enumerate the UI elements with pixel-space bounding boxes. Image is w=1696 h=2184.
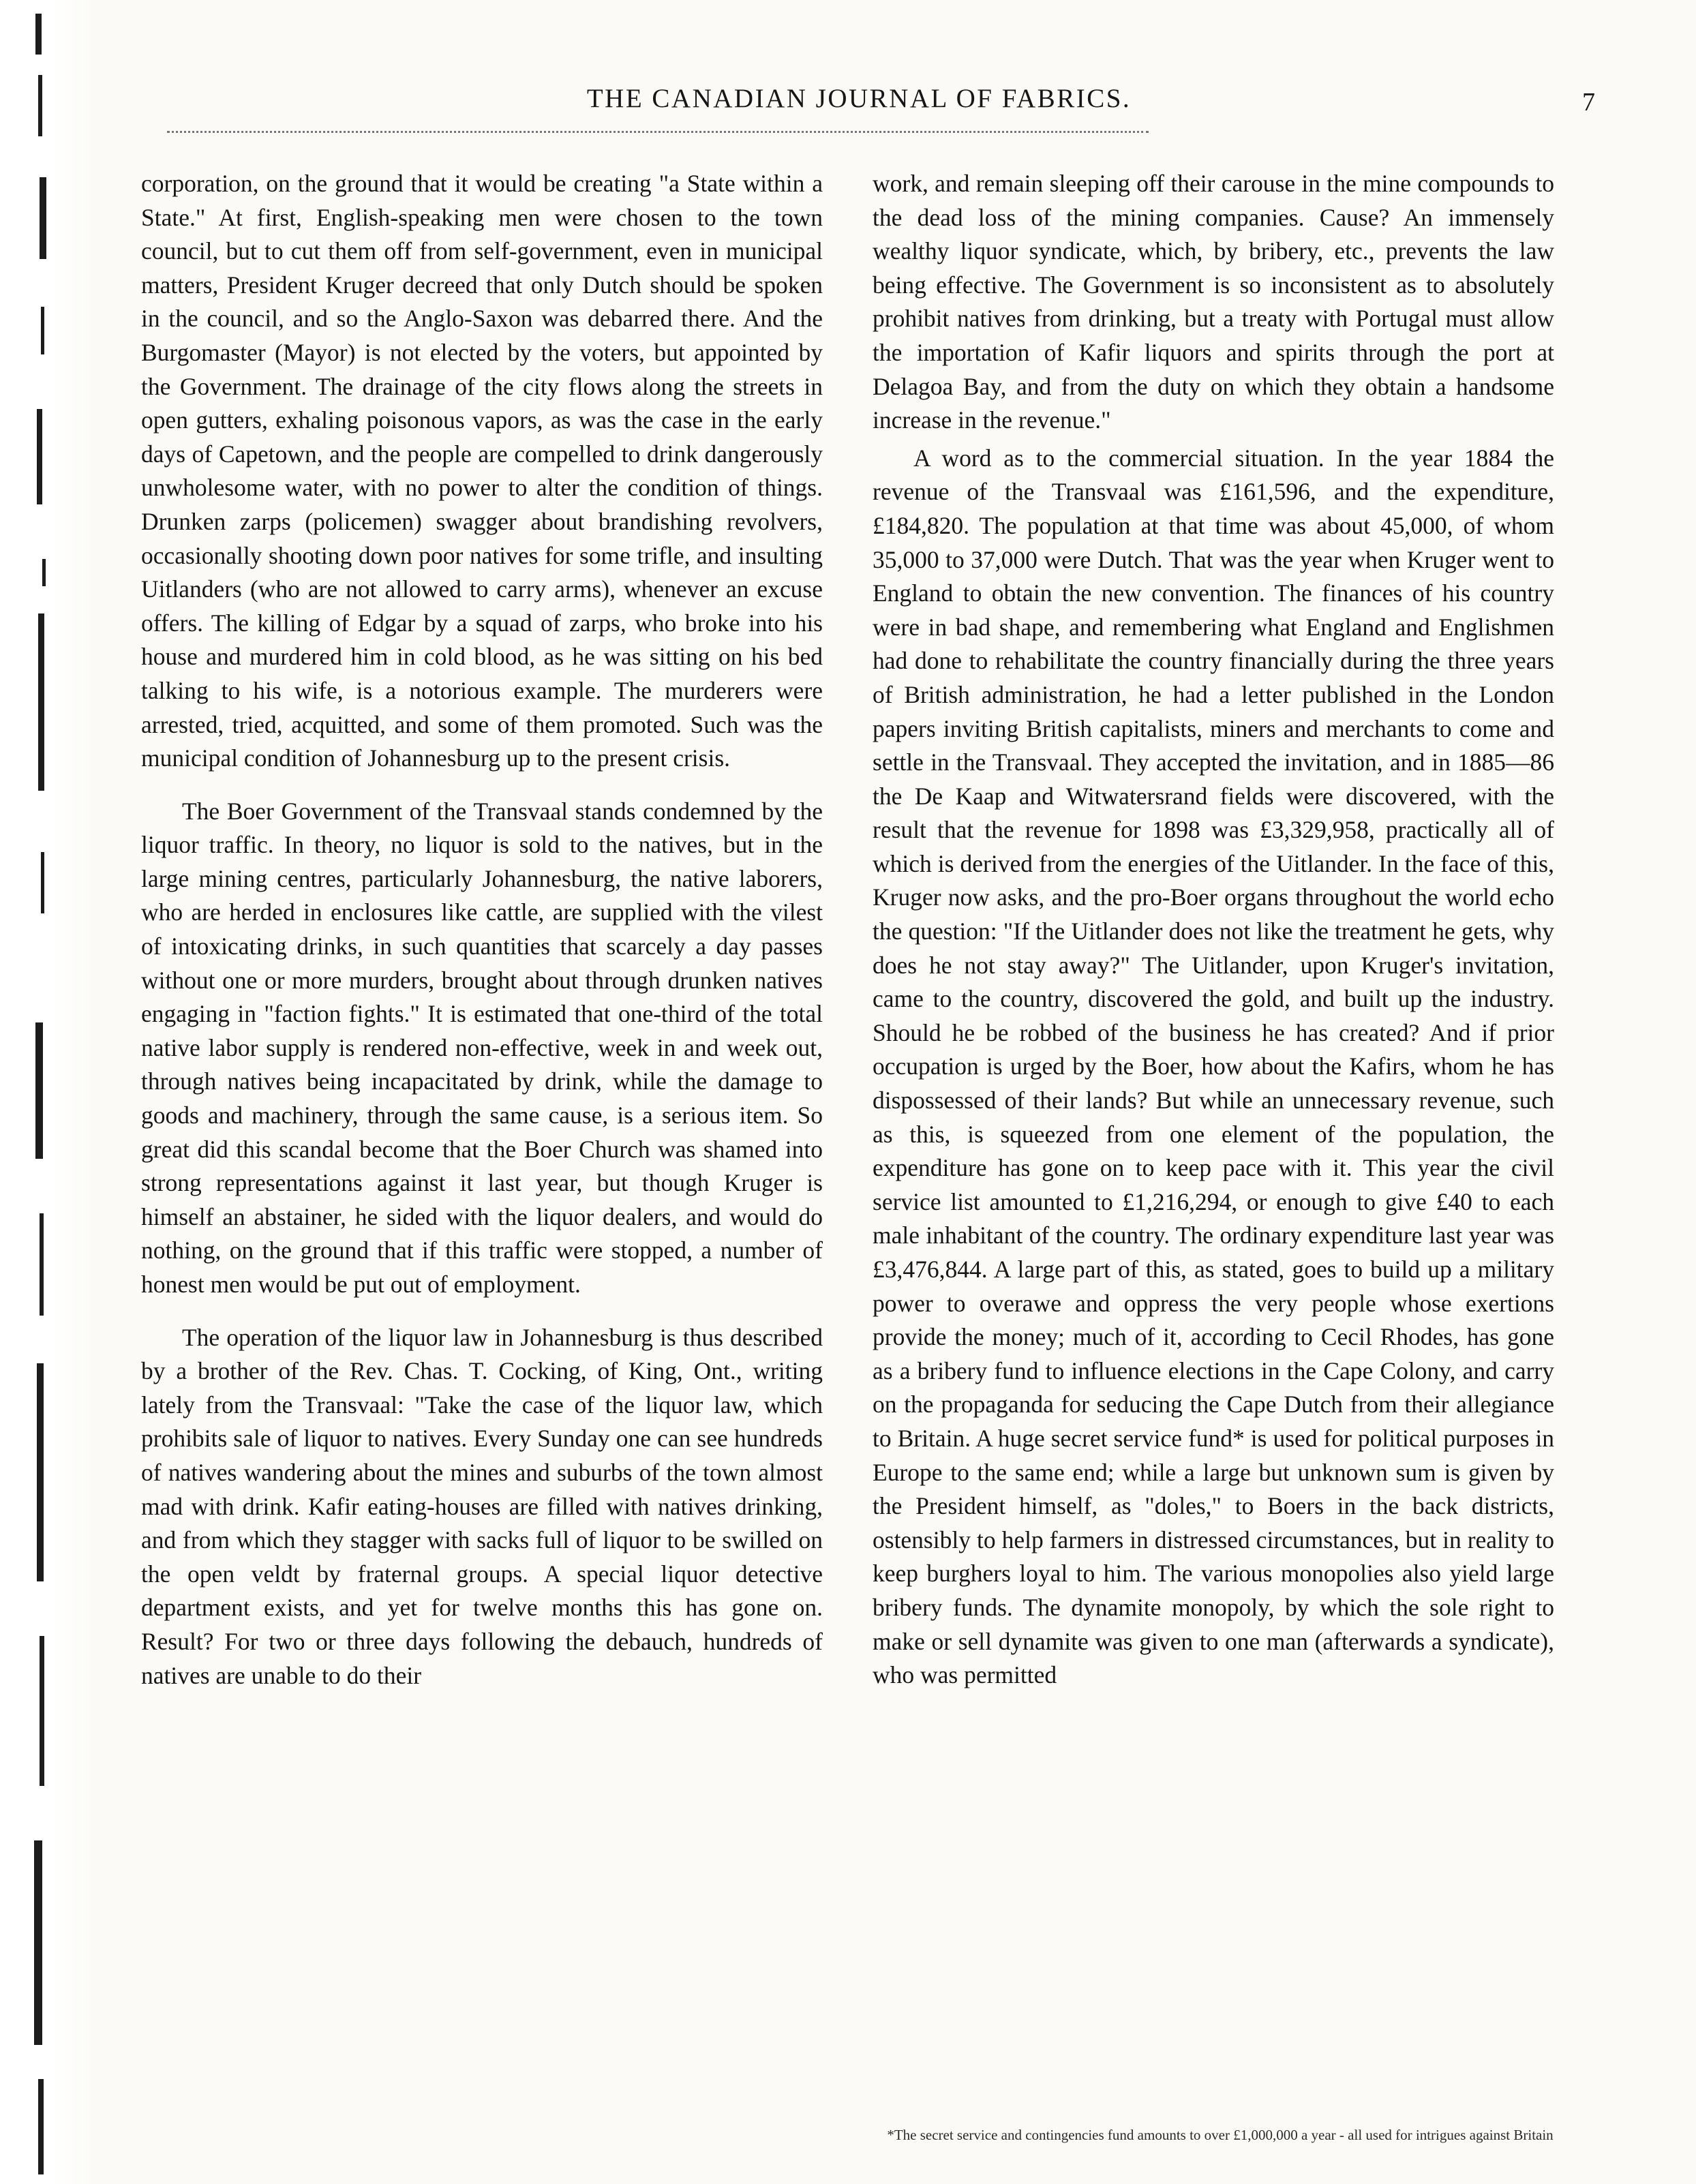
running-head <box>123 41 1595 117</box>
right-column <box>873 167 1554 1693</box>
left-paragraph-1: corporation, on the ground that it would be creating "a State within a State." At first, English-speaking men were chosen to the town council, but to cut them off from self-government, even in municipal matters, President Kruger decreed that only Dutch should be spoken in the council, and so the Anglo-Saxon was debarred there. And the Burgomaster (Mayor) is not elected by the voters, but appointed by the Government. The drainage of the city flows along the streets in open gutters, exhaling poisonous vapors, as was the case in the early days of Capetown, and the people are compelled to drink dangerously unwholesome water, with no power to alter the condition of things. Drunken zarps (policemen) swagger about brandishing revolvers, occasionally shooting down poor natives for some trifle, and insulting Uitlanders (who are not allowed to carry arms), whenever an excuse offers. The killing of Edgar by a squad of zarps, who broke into his house and murdered him in cold blood, as he was sitting on his bed talking to his wife, is a notorious example. The murderers were arrested, tried, acquitted, and some of them promoted. Such was the municipal condition of Johannesburg up to the present crisis. <box>141 170 823 772</box>
left-paragraph-2: The Boer Government of the Transvaal stands condemned by the liquor traffic. In theory, no liquor is sold to the natives, but in the large mining centres, particularly Johannesburg, the native laborers, who are herded in enclosures like cattle, are supplied with the vilest of intoxicating drinks, in such quantities that scarcely a day passes without one or more murders, brought about through drunken natives engaging in "faction fights." It is estimated that one-third of the total native labor supply is rendered non-effective, week in and week out, through natives being incapacitated by drink, while the damage to goods and machinery, through the same cause, is a serious item. So great did this scandal become that the Boer Church was shamed into strong representations against it last year, but though Kruger is himself an abstainer, he sided with the liquor dealers, and would do nothing, on the ground that if this traffic were stopped, a number of honest men would be put out of employment. <box>141 797 823 1298</box>
left-column <box>141 167 823 1693</box>
left-paragraph-3: The operation of the liquor law in Johannesburg is thus described by a brother of the Rev. Chas. T. Cocking, of King, Ont., writing lately from the Transvaal: "Take the case of the liquor law, which prohibits sale of liquor to natives. Every Sunday one can see hundreds of natives wandering about the mines and suburbs of the town almost mad with drink. Kafir eating-houses are filled with natives drinking, and from which they stagger with sacks full of liquor to be swilled on the open veldt by fraternal groups. A special liquor detective department exists, and yet for twelve months this has gone on. Result? For two or three days following the debauch, hundreds of natives are unable to do their <box>141 1323 823 1689</box>
footnote: *The secret service and contingencies fund amounts to over £1,000,000 a year - all used for intrigues against Britain <box>887 2127 1554 2143</box>
header-rule <box>167 131 1149 133</box>
page-number: 7 <box>1582 88 1595 117</box>
right-paragraph-1: work, and remain sleeping off their carouse in the mine compounds to the dead loss of the mining companies. Cause? An immensely wealthy liquor syndicate, which, by bribery, etc., prevents the law being effective. The Government is so inconsistent as to absolutely prohibit natives from drinking, but a treaty with Portugal must allow the importation of Kafir liquors and spirits through the port at Delagoa Bay, and from the duty on which they obtain a handsome increase in the revenue." <box>873 170 1554 434</box>
right-paragraph-2: A word as to the commercial situation. In the year 1884 the revenue of the Transvaal was £161,596, and the expenditure, £184,820. The population at that time was about 45,000, of whom 35,000 to 37,000 were Dutch. That was the year when Kruger went to England to obtain the new convention. The finances of his country were in bad shape, and remembering what England and Englishmen had done to rehabilitate the country financially during the three years of British administration, he had a letter published in the London papers inviting British capitalists, miners and merchants to come and settle in the Transvaal. They accepted the invitation, and in 1885—86 the De Kaap and Witwatersrand fields were discovered, with the result that the revenue for 1898 was £3,329,958, practically all of which is derived from the energies of the Uitlander. In the face of this, Kruger now asks, and the pro-Boer organs throughout the world echo the question: "If the Uitlander does not like the treatment he gets, why does he not stay away?" The Uitlander, upon Kruger's invitation, came to the country, discovered the gold, and built up the industry. Should he be robbed of the business he has created? And if prior occupation is urged by the Boer, how about the Kafirs, whom he has dispossessed of their lands? But while an unnecessary revenue, such as this, is squeezed from one element of the population, the expenditure has gone on to keep pace with it. This year the civil service list amounted to £1,216,294, or enough to give £40 to each male inhabitant of the country. The ordinary expenditure last year was £3,476,844. A large part of this, as stated, goes to build up a military power to overawe and oppress the very people whose exertions provide the money; much of it, according to Cecil Rhodes, has gone as a bribery fund to influence elections in the Cape Colony, and carry on the propaganda for seducing the Cape Dutch from their allegiance to Britain. A huge secret service fund* is used for political purposes in Europe to the same end; while a large but unknown sum is given by the President himself, as "doles," to Boers in the back districts, ostensibly to help farmers in distressed circumstances, but in reality to keep burghers loyal to him. The various monopolies also yield large bribery funds. The dynamite monopoly, by which the sole right to make or sell dynamite was given to one man (afterwards a syndicate), who was permitted <box>873 444 1554 1689</box>
journal-title: THE CANADIAN JOURNAL OF FABRICS. <box>586 84 1132 113</box>
binding-edge <box>0 0 95 2184</box>
